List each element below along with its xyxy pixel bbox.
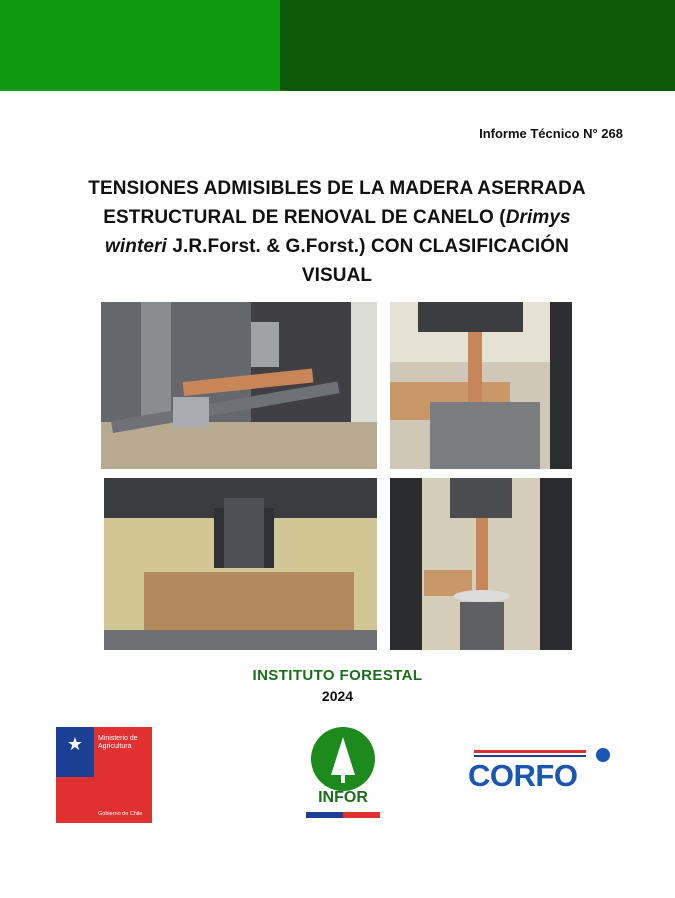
- header-band-right: [280, 0, 675, 91]
- title-line-1: TENSIONES ADMISIBLES DE LA MADERA ASERRADA: [88, 178, 586, 199]
- corfo-figure-icon: [596, 748, 610, 762]
- tensile-test-photo: [390, 302, 572, 469]
- tree-icon: [311, 727, 375, 791]
- species-genus: Drimys: [505, 207, 571, 228]
- document-title: [40, 174, 634, 290]
- compression-test-photo: [104, 478, 377, 650]
- ministry-line-2: Agricultura: [98, 743, 132, 750]
- corfo-wordmark: CORFO: [468, 758, 578, 793]
- coat-of-arms-icon: ★: [66, 734, 84, 754]
- tension-machine-photo: [390, 478, 572, 650]
- publication-year: 2024: [321, 688, 354, 704]
- ministry-of-agriculture-logo: [56, 727, 152, 823]
- title-line-2: ESTRUCTURAL DE RENOVAL DE CANELO (Drimys: [103, 207, 571, 228]
- institution-name: INSTITUTO FORESTAL: [252, 667, 423, 684]
- ministry-line-1: Ministerio de: [98, 735, 138, 742]
- header-band-left: [0, 0, 280, 91]
- infor-wordmark: INFOR: [318, 789, 368, 806]
- species-epithet: winteri: [105, 236, 167, 257]
- title-line-4: VISUAL: [301, 265, 373, 286]
- bending-test-photo: [101, 302, 377, 469]
- report-number: Informe Técnico N° 268: [479, 126, 623, 141]
- title-line-3: winteri J.R.Forst. & G.Forst.) CON CLASIFICACIÓN: [105, 236, 569, 257]
- infor-logo: [302, 727, 384, 823]
- government-label: Gobierno de Chile: [98, 811, 143, 817]
- corfo-logo: [468, 744, 614, 798]
